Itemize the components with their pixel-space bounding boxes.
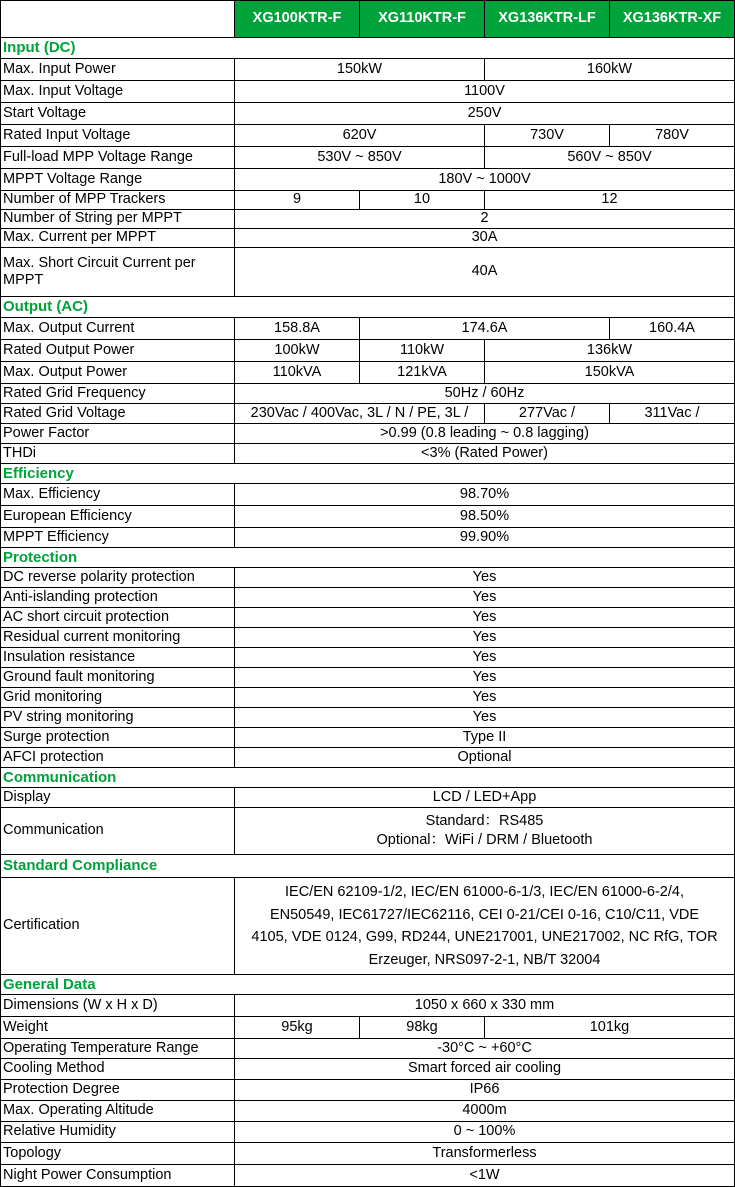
row-label: PV string monitoring [1, 708, 235, 728]
section-title-protection: Protection [1, 548, 235, 568]
row-value: 98.50% [235, 506, 735, 528]
row-value: 95kg [235, 1017, 360, 1039]
row-value: Optional [235, 748, 735, 768]
comm-optional: Optional：WiFi / DRM / Bluetooth [376, 832, 593, 848]
table-row [1, 384, 735, 404]
row-label: Insulation resistance [1, 648, 235, 668]
row-label: Certification [1, 878, 235, 975]
row-label: Max. Output Current [1, 318, 235, 340]
section-title-efficiency: Efficiency [1, 464, 235, 484]
row-label: THDi [1, 444, 235, 464]
row-value: 40A [235, 248, 735, 297]
table-row [1, 340, 735, 362]
row-value: Yes [235, 608, 735, 628]
table-row [1, 788, 735, 808]
model-header: XG110KTR-F [360, 1, 485, 38]
row-value: 0 ~ 100% [235, 1122, 735, 1143]
row-value: Smart forced air cooling [235, 1059, 735, 1080]
row-label: Number of String per MPPT [1, 210, 235, 229]
row-value: LCD / LED+App [235, 788, 735, 808]
table-row [1, 404, 735, 424]
row-value: Yes [235, 568, 735, 588]
cert-line: IEC/EN 62109-1/2, IEC/EN 61000-6-1/3, IEC/EN 61000-6-2/4, [285, 884, 684, 900]
table-row [1, 103, 735, 125]
row-value: 1050 x 660 x 330 mm [235, 995, 735, 1017]
row-value: 110kW [360, 340, 485, 362]
row-value: -30°C ~ +60°C [235, 1039, 735, 1059]
row-value: 30A [235, 229, 735, 248]
table-row [1, 708, 735, 728]
section-row [1, 464, 735, 484]
table-row [1, 568, 735, 588]
row-value: 730V [485, 125, 610, 147]
row-label: Protection Degree [1, 1080, 235, 1101]
table-row [1, 648, 735, 668]
section-title-general: General Data [1, 975, 235, 995]
row-value: 250V [235, 103, 735, 125]
table-row [1, 424, 735, 444]
row-value: <3% (Rated Power) [235, 444, 735, 464]
row-value: 50Hz / 60Hz [235, 384, 735, 404]
table-row [1, 444, 735, 464]
table-row [1, 169, 735, 191]
row-value: Transformerless [235, 1143, 735, 1165]
row-label: Topology [1, 1143, 235, 1165]
row-label: Full-load MPP Voltage Range [1, 147, 235, 169]
row-label: Max. Efficiency [1, 484, 235, 506]
row-value: 10 [360, 191, 485, 210]
table-row [1, 484, 735, 506]
row-value: 110kVA [235, 362, 360, 384]
table-row [1, 506, 735, 528]
row-value: 174.6A [360, 318, 610, 340]
section-row [1, 975, 735, 995]
row-value: IP66 [235, 1080, 735, 1101]
row-value: 620V [235, 125, 485, 147]
table-row [1, 728, 735, 748]
model-header: XG136KTR-XF [610, 1, 735, 38]
row-label: Max. Input Voltage [1, 81, 235, 103]
row-label: Rated Output Power [1, 340, 235, 362]
row-value: 4000m [235, 1101, 735, 1122]
table-row [1, 608, 735, 628]
row-value: 530V ~ 850V [235, 147, 485, 169]
row-label: Relative Humidity [1, 1122, 235, 1143]
row-value: 160kW [485, 59, 735, 81]
row-label: Display [1, 788, 235, 808]
section-row [1, 768, 735, 788]
row-value: 9 [235, 191, 360, 210]
row-value: 311Vac / [610, 404, 735, 424]
row-value: 121kVA [360, 362, 485, 384]
table-row [1, 147, 735, 169]
comm-standard: Standard：RS485 [425, 812, 544, 829]
certification-list [235, 878, 735, 975]
section-title-standard: Standard Compliance [1, 855, 235, 878]
row-label: Night Power Consumption [1, 1165, 235, 1187]
row-value: Yes [235, 708, 735, 728]
row-value: 150kVA [485, 362, 735, 384]
table-row [1, 229, 735, 248]
row-label: Weight [1, 1017, 235, 1039]
row-value: 1100V [235, 81, 735, 103]
row-label: European Efficiency [1, 506, 235, 528]
row-label: Max. Current per MPPT [1, 229, 235, 248]
table-row [1, 1122, 735, 1143]
section-title-output: Output (AC) [1, 297, 235, 318]
row-label: Max. Input Power [1, 59, 235, 81]
section-title-input: Input (DC) [1, 38, 235, 59]
section-row [1, 38, 735, 59]
cert-line: Erzeuger, NRS097-2-1, NB/T 32004 [368, 951, 601, 968]
cert-line: 4105, VDE 0124, G99, RD244, UNE217001, UNE217002, NC RfG, TOR [251, 929, 718, 945]
table-row [1, 1017, 735, 1039]
table-row [1, 191, 735, 210]
row-value: 2 [235, 210, 735, 229]
row-value: Yes [235, 668, 735, 688]
row-value: Yes [235, 648, 735, 668]
row-value: 98.70% [235, 484, 735, 506]
table-row [1, 808, 735, 855]
row-label: Anti-islanding protection [1, 588, 235, 608]
row-label: DC reverse polarity protection [1, 568, 235, 588]
row-value: 277Vac / [485, 404, 610, 424]
row-value: Yes [235, 688, 735, 708]
section-row [1, 548, 735, 568]
table-row [1, 1059, 735, 1080]
table-row [1, 688, 735, 708]
header-blank-cell [1, 1, 235, 38]
row-label: Cooling Method [1, 1059, 235, 1080]
table-row [1, 1143, 735, 1165]
table-row [1, 668, 735, 688]
row-label: Power Factor [1, 424, 235, 444]
table-row [1, 748, 735, 768]
row-label: Residual current monitoring [1, 628, 235, 648]
row-label: Surge protection [1, 728, 235, 748]
row-value: Type II [235, 728, 735, 748]
row-label: AC short circuit protection [1, 608, 235, 628]
row-label: Max. Output Power [1, 362, 235, 384]
row-value: 158.8A [235, 318, 360, 340]
row-value: 101kg [485, 1017, 735, 1039]
row-value: 160.4A [610, 318, 735, 340]
row-label: Rated Grid Frequency [1, 384, 235, 404]
row-value [235, 808, 735, 855]
section-row [1, 855, 735, 878]
row-value: 560V ~ 850V [485, 147, 735, 169]
row-value: 136kW [485, 340, 735, 362]
row-label: Number of MPP Trackers [1, 191, 235, 210]
row-value: Yes [235, 628, 735, 648]
row-value: <1W [235, 1165, 735, 1187]
row-value: 230Vac / 400Vac, 3L / N / PE, 3L / [235, 404, 485, 424]
row-label: Rated Input Voltage [1, 125, 235, 147]
row-value: 100kW [235, 340, 360, 362]
table-row [1, 588, 735, 608]
table-row [1, 1039, 735, 1059]
table-row [1, 59, 735, 81]
row-label: Max. Short Circuit Current per MPPT [1, 248, 235, 297]
row-label: MPPT Voltage Range [1, 169, 235, 191]
model-header-row [1, 1, 735, 38]
model-header: XG136KTR-LF [485, 1, 610, 38]
table-row [1, 528, 735, 548]
row-label: AFCI protection [1, 748, 235, 768]
row-label: Operating Temperature Range [1, 1039, 235, 1059]
row-value: Yes [235, 588, 735, 608]
row-value: 98kg [360, 1017, 485, 1039]
row-value: >0.99 (0.8 leading ~ 0.8 lagging) [235, 424, 735, 444]
row-label: Max. Operating Altitude [1, 1101, 235, 1122]
table-row [1, 81, 735, 103]
section-row [1, 297, 735, 318]
row-label: Ground fault monitoring [1, 668, 235, 688]
row-label: Grid monitoring [1, 688, 235, 708]
row-value: 12 [485, 191, 735, 210]
table-row [1, 248, 735, 297]
row-label: MPPT Efficiency [1, 528, 235, 548]
row-label: Start Voltage [1, 103, 235, 125]
section-title-communication: Communication [1, 768, 235, 788]
table-row [1, 318, 735, 340]
table-row [1, 628, 735, 648]
row-label: Dimensions (W x H x D) [1, 995, 235, 1017]
table-row [1, 1080, 735, 1101]
cert-line: EN50549, IEC61727/IEC62116, CEI 0-21/CEI 0-16, C10/C11, VDE [269, 906, 700, 923]
table-row [1, 878, 735, 975]
row-value: 180V ~ 1000V [235, 169, 735, 191]
row-value: 780V [610, 125, 735, 147]
row-value: 99.90% [235, 528, 735, 548]
model-header: XG100KTR-F [235, 1, 360, 38]
table-row [1, 1101, 735, 1122]
row-label: Communication [1, 808, 235, 855]
row-label: Rated Grid Voltage [1, 404, 235, 424]
table-row [1, 125, 735, 147]
table-row [1, 210, 735, 229]
table-row [1, 1165, 735, 1187]
table-row [1, 995, 735, 1017]
row-value: 150kW [235, 59, 485, 81]
table-row [1, 362, 735, 384]
